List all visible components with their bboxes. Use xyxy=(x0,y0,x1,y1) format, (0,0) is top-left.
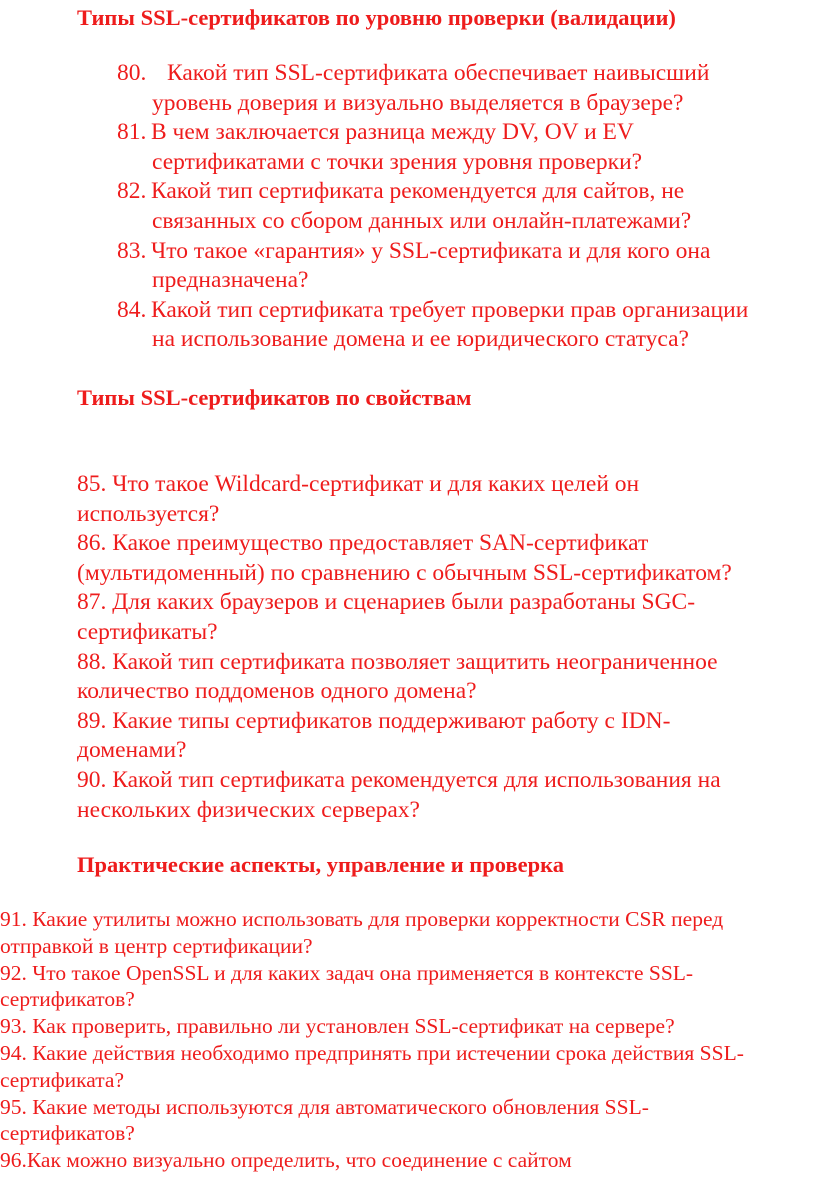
text-line: 95. Какие методы используются для автоматического обновления SSL- xyxy=(0,1094,649,1119)
text-line: 96.Как можно визуально определить, что соединение с сайтом xyxy=(0,1148,572,1173)
item-number: 83. xyxy=(117,237,147,264)
text-line: нескольких физических серверах? xyxy=(77,796,420,823)
text-line: сертификата? xyxy=(0,1067,125,1092)
section-heading-properties: Типы SSL-сертификатов по свойствам xyxy=(77,385,472,410)
text-line: отправкой в центр сертификации? xyxy=(0,933,313,958)
item-text: Что такое «гарантия» у SSL-сертификата и для кого она xyxy=(151,237,711,264)
text-line: сертификаты? xyxy=(77,618,218,645)
text-line: 87. Для каких браузеров и сценариев были разработаны SGC- xyxy=(77,589,696,616)
item-number: 80. xyxy=(117,60,147,86)
item-text-continued: уровень доверия и визуально выделяется в браузере? xyxy=(152,89,684,116)
text-line: сертификатов? xyxy=(0,1121,135,1146)
text-line: (мультидоменный) по сравнению с обычным SSL-сертификатом? xyxy=(77,559,732,586)
text-line: сертификатов? xyxy=(0,987,135,1012)
list-item xyxy=(117,59,807,118)
list-item xyxy=(117,177,807,236)
text-line: используется? xyxy=(77,500,220,527)
item-text: Какой тип сертификата рекомендуется для сайтов, не xyxy=(151,178,685,205)
text-line: 85. Что такое Wildcard-сертификат и для каких целей он xyxy=(77,471,640,497)
item-text-continued: предназначена? xyxy=(152,267,309,294)
item-text-continued: связанных со сбором данных или онлайн-платежами? xyxy=(152,207,692,234)
text-line: 88. Какой тип сертификата позволяет защитить неограниченное xyxy=(77,648,718,675)
item-text-continued: сертификатами с точки зрения уровня проверки? xyxy=(152,148,643,175)
text-line: 93. Как проверить, правильно ли установлен SSL-сертификат на сервере? xyxy=(0,1014,675,1039)
section-heading-practical: Практические аспекты, управление и проверка xyxy=(77,852,565,877)
question-list-properties xyxy=(77,470,812,825)
question-list-practical xyxy=(0,906,816,1174)
list-item xyxy=(117,118,807,177)
item-text: Какой тип сертификата требует проверки прав организации xyxy=(151,296,749,323)
text-line: 92. Что такое OpenSSL и для каких задач она применяется в контексте SSL- xyxy=(0,960,694,985)
text-line: 89. Какие типы сертификатов поддерживают работу с IDN- xyxy=(77,707,671,734)
text-line: 86. Какое преимущество предоставляет SAN-сертификат xyxy=(77,530,649,557)
text-line: 90. Какой тип сертификата рекомендуется для использования на xyxy=(77,766,721,793)
item-number: 84. xyxy=(117,296,147,323)
text-line: доменами? xyxy=(77,737,187,764)
section-heading-validation: Типы SSL-сертификатов по уровню проверки (валидации) xyxy=(77,5,676,30)
text-line: 91. Какие утилиты можно использовать для проверки корректности CSR перед xyxy=(0,907,724,931)
text-line: 94. Какие действия необходимо предпринять при истечении срока действия SSL- xyxy=(0,1040,744,1065)
item-number: 82. xyxy=(117,178,147,205)
item-number: 81. xyxy=(117,119,147,146)
item-text: Какой тип SSL-сертификата обеспечивает наивысший xyxy=(167,60,710,86)
list-item xyxy=(117,237,807,296)
item-text-continued: на использование домена и ее юридического статуса? xyxy=(152,326,689,353)
text-line: количество поддоменов одного домена? xyxy=(77,678,477,705)
question-list-validation xyxy=(117,59,807,355)
list-item xyxy=(117,296,807,355)
item-text: В чем заключается разница между DV, OV и EV xyxy=(151,119,634,146)
